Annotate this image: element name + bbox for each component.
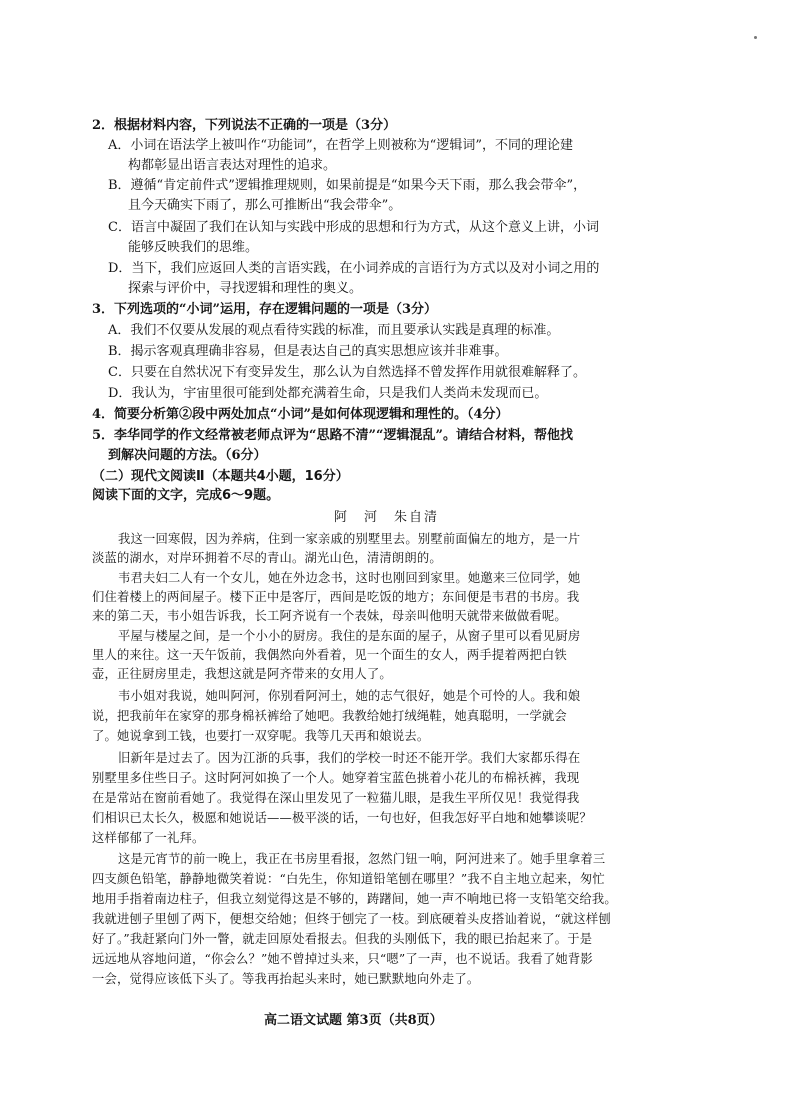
essay-line: 这是元宵节的前一晚上，我正在书房里看报，忽然门钮一响，阿河进来了。她手里拿着三: [118, 852, 606, 866]
essay-line: 一会，觉得应该低下头了。等我再抬起头来时，她已默默地向外走了。: [92, 972, 480, 986]
essay-line: 在是常站在窗前看她了。我觉得在深山里发见了一粒猫儿眼，是我生平所仅见！我觉得我: [92, 791, 580, 805]
essay-line: 们相识已太长久，极愿和她说话——极平淡的话，一句也好，但我怎好平白地和她攀谈呢？: [92, 811, 592, 825]
option-2d-line2: 探索与评价中，寻找逻辑和理性的奥义。: [128, 281, 363, 296]
question-2-stem: 2．根据材料内容，下列说法不正确的一项是（3分）: [92, 118, 397, 133]
essay-line: 旧新年是过去了。因为江浙的兵事，我们的学校一时还不能开学。我们大家都乐得在: [118, 751, 581, 765]
essay-line: 说，把我前年在家穿的那身棉袄裤给了她吧。我教给她打绒绳鞋，她真聪明，一学就会: [92, 709, 567, 723]
essay-line: 好了。”我赶紧向门外一瞥，就走回原处看报去。但我的头刚低下，我的眼已抬起来了。于是: [92, 932, 593, 946]
section-2-heading: （二）现代文阅读Ⅱ（本题共4小题，16分）: [92, 469, 349, 484]
option-2a-line1: A．小词在语法学上被叫作“功能词”，在哲学上则被称为“逻辑词”，不同的理论建: [108, 138, 573, 153]
essay-line: 这样郁郁了一礼拜。: [92, 831, 205, 845]
essay-line: 别墅里多住些日子。这时阿河如换了一个人。她穿着宝蓝色挑着小花儿的布棉袄裤，我现: [92, 771, 580, 785]
essay-line: 韦君夫妇二人有一个女儿，她在外边念书，这时也刚回到家里。她邀来三位同学，她: [118, 571, 581, 585]
essay-line: 淡蓝的湖水，对岸环拥着不尽的青山。湖光山色，清清朗朗的。: [92, 551, 442, 565]
section-2-instruction: 阅读下面的文字，完成6～9题。: [92, 488, 280, 503]
option-2b-line1: B．遵循“肯定前件式”逻辑推理规则，如果前提是“如果今天下雨，那么我会带伞”，: [108, 178, 587, 193]
option-2b-line2: 且今天确实下雨了，那么可推断出“我会带伞”。: [128, 198, 402, 213]
scan-speck: [754, 36, 757, 39]
question-3-stem: 3．下列选项的“小词”运用，存在逻辑问题的一项是（3分）: [92, 302, 438, 317]
essay-line: 四支颜色铅笔，静静地微笑着说：“白先生，你知道铅笔刨在哪里？”我不自主地立起来，匆忙: [92, 872, 605, 886]
essay-line: 来的第二天，韦小姐告诉我，长工阿齐说有一个表妹，母亲叫他明天就带来做做看呢。: [92, 609, 567, 623]
option-2a-line2: 构都彰显出语言表达对理性的追求。: [128, 158, 337, 173]
essay-line: 韦小姐对我说，她叫阿河，你别看阿河土，她的志气很好，她是个可怜的人。我和娘: [118, 689, 581, 703]
essay-line: 里人的来往。这一天午饭前，我偶然向外看着，见一个面生的女人，两手提着两把白铁: [92, 648, 567, 662]
option-2c-line1: C．语言中凝固了我们在认知与实践中形成的思想和行为方式，从这个意义上讲，小词: [108, 220, 599, 235]
question-5-line2: 到解决问题的方法。（6分）: [108, 448, 267, 463]
essay-line: 壶，正往厨房里走，我想这就是阿齐带来的女用人了。: [92, 667, 392, 681]
essay-line: 们住着楼上的两间屋子。楼下正中是客厅，西间是吃饭的地方；东间便是韦君的书房。我: [92, 590, 580, 604]
essay-line: 我就进刨子里刨了两下，便想交给她；但终于刨完了一枝。到底硬着头皮搭讪着说，“就这样刨: [92, 912, 611, 926]
option-3b: B．揭示客观真理确非容易，但是表达自己的真实思想应该并非难事。: [108, 344, 508, 359]
question-4: 4．简要分析第②段中两处加点“小词”是如何体现逻辑和理性的。（4分）: [92, 407, 509, 422]
question-5-line1: 5．李华同学的作文经常被老师点评为“思路不清”“逻辑混乱”。请结合材料，帮他找: [92, 428, 573, 443]
option-3a: A．我们不仅要从发展的观点看待实践的标准，而且要承认实践是真理的标准。: [108, 323, 560, 338]
option-3c: C．只要在自然状况下有变异发生，那么认为自然选择不曾发挥作用就很难解释了。: [108, 365, 586, 380]
option-3d: D．我认为，宇宙里很可能到处都充满着生命，只是我们人类尚未发现而已。: [108, 386, 548, 401]
option-2c-line2: 能够反映我们的思维。: [128, 240, 259, 255]
essay-line: 平屋与楼屋之间，是一个小小的厨房。我住的是东面的屋子，从窗子里可以看见厨房: [118, 629, 581, 643]
essay-title: 阿 河 朱自清: [334, 510, 440, 525]
essay-line: 了。她说拿到工钱，也要打一双穿呢。我等几天再和娘说去。: [92, 729, 430, 743]
option-2d-line1: D．当下，我们应返回人类的言语实践，在小词养成的言语行为方式以及对小词之用的: [108, 261, 600, 276]
essay-line: 远远地从容地问道，“你会么？”她不曾掉过头来，只“嗯”了一声，也不说话。我看了她背影: [92, 952, 593, 966]
page-footer: 高二语文试题 第3页（共8页）: [264, 1013, 443, 1028]
essay-line: 地用手指着南边柱子，但我立刻觉得这是不够的，踌躇间，她一声不响地已将一支铅笔交给我。: [92, 892, 617, 906]
essay-line: 我这一回寒假，因为养病，住到一家亲戚的别墅里去。别墅前面偏左的地方，是一片: [118, 532, 581, 546]
